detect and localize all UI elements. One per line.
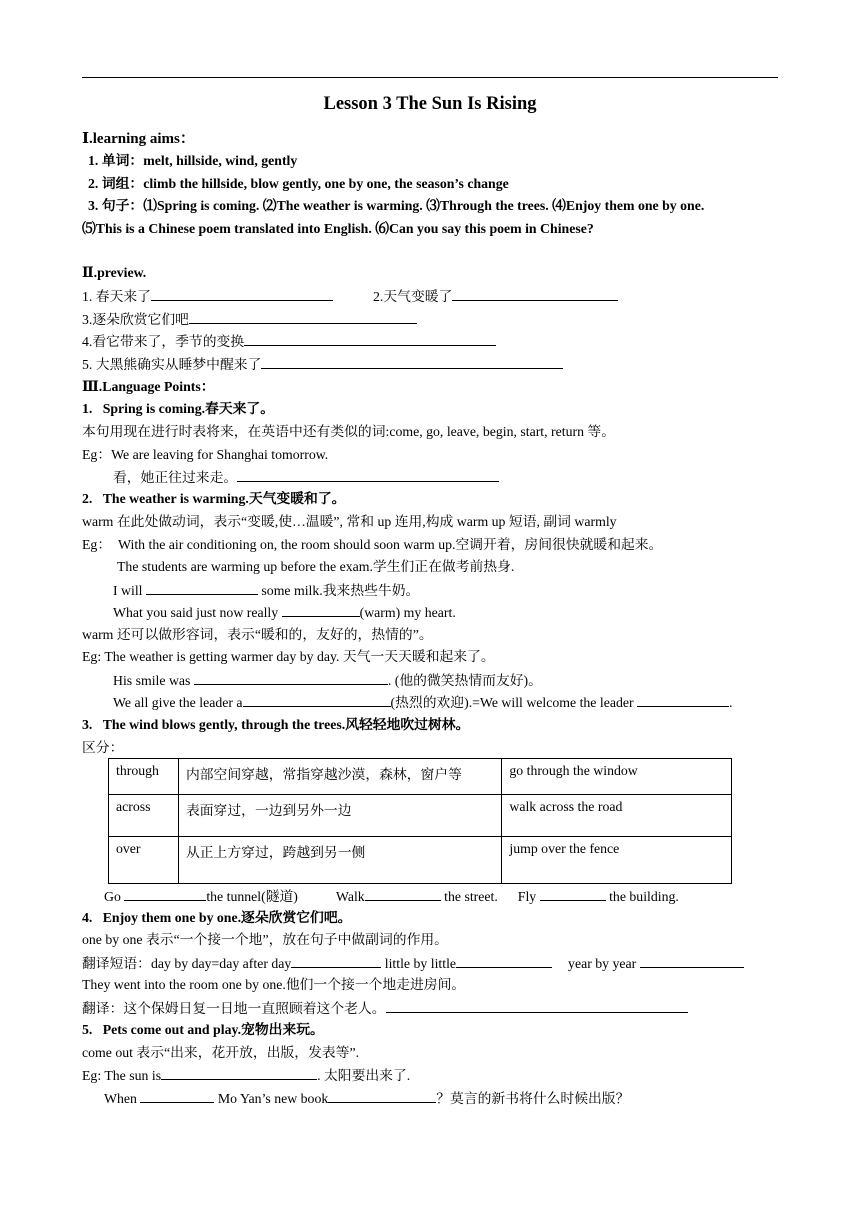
point-4-translate-phrases bbox=[82, 955, 744, 972]
point-3-blank-3[interactable] bbox=[540, 888, 606, 901]
point-4-title: 4. Enjoy them one by one.逐朵欣赏它们吧。 bbox=[82, 910, 352, 925]
point-4-blank-1[interactable] bbox=[291, 955, 381, 968]
point-1-exercise-text: 看，她正往过来走。 bbox=[113, 470, 238, 485]
table-cell: over bbox=[109, 837, 179, 884]
table-row bbox=[109, 795, 732, 837]
point-2-exercise-3-blank[interactable] bbox=[194, 672, 388, 685]
point-3-exercise bbox=[104, 888, 679, 905]
aims-item-1-text: melt, hillside, wind, gently bbox=[143, 153, 298, 168]
point-2-exercise-4-b: (热烈的欢迎).=We will welcome the leader bbox=[390, 695, 634, 710]
point-5-blank-2[interactable] bbox=[140, 1090, 214, 1103]
point-1-title: 1. Spring is coming.春天来了。 bbox=[82, 401, 275, 416]
point-1-example: Eg：We are leaving for Shanghai tomorrow. bbox=[82, 447, 329, 462]
point-3-exercise-c: Walk bbox=[335, 889, 365, 904]
table-cell: across bbox=[109, 795, 179, 837]
aims-item-3-label: 句子： bbox=[101, 198, 144, 213]
point-5-blank-3[interactable] bbox=[328, 1090, 436, 1103]
preview-q3-text: 3.逐朵欣赏它们吧 bbox=[82, 312, 189, 327]
preview-q4-blank[interactable] bbox=[244, 333, 496, 346]
point-3-exercise-b: the tunnel(隧道) bbox=[206, 889, 298, 904]
point-2-exercise-4-a: We all give the leader a bbox=[113, 695, 243, 710]
point-4-phrase-b: little by little bbox=[384, 956, 457, 971]
header-rule bbox=[82, 77, 778, 78]
table-cell: 表面穿过，一边到另外一边 bbox=[178, 795, 501, 837]
table-cell: walk across the road bbox=[502, 795, 732, 837]
aims-item-2 bbox=[88, 176, 509, 192]
aims-item-2-text: climb the hillside, blow gently, one by one, the season’s change bbox=[143, 176, 509, 191]
point-1-exercise-blank[interactable] bbox=[237, 469, 499, 482]
point-5-note: come out 表示“出来，花开放，出版，发表等”. bbox=[82, 1045, 360, 1060]
point-5-exercise-1 bbox=[82, 1067, 410, 1084]
table-cell: jump over the fence bbox=[502, 837, 732, 884]
point-3-exercise-a: Go bbox=[104, 889, 121, 904]
point-4-phrase-a: 翻译短语：day by day=day after day bbox=[82, 956, 292, 971]
point-4-phrase-c: year by year bbox=[568, 956, 637, 971]
preview-q1 bbox=[82, 288, 333, 305]
point-5-exercise-2-c: ？莫言的新书将什么时候出版？ bbox=[436, 1091, 630, 1106]
point-2-note-2: warm 还可以做形容词，表示“暖和的，友好的，热情的”。 bbox=[82, 627, 433, 642]
preview-q5 bbox=[82, 356, 563, 373]
aims-item-3 bbox=[88, 198, 704, 214]
point-3-blank-1[interactable] bbox=[124, 888, 206, 901]
point-3-label: 区分： bbox=[82, 740, 124, 755]
preview-q3 bbox=[82, 311, 417, 328]
preview-q2-blank[interactable] bbox=[452, 288, 618, 301]
point-3-exercise-f: the building. bbox=[609, 889, 679, 904]
point-2-exercise-1-a: I will bbox=[113, 583, 143, 598]
table-cell: through bbox=[109, 759, 179, 795]
point-5-exercise-2-a: When bbox=[104, 1091, 137, 1106]
table-cell: 从正上方穿过，跨越到另一侧 bbox=[178, 837, 501, 884]
point-2-exercise-3-a: His smile was bbox=[113, 673, 191, 688]
point-3-blank-2[interactable] bbox=[365, 888, 441, 901]
point-2-example-1: Eg： With the air conditioning on, the room should soon warm up.空调开着，房间很快就暖和起来。 bbox=[82, 537, 663, 552]
preposition-comparison-table bbox=[108, 758, 732, 884]
point-4-translate bbox=[82, 1000, 688, 1017]
point-5-title: 5. Pets come out and play.宠物出来玩。 bbox=[82, 1022, 324, 1037]
point-4-translate-text: 翻译：这个保姆日复一日地一直照顾着这个老人。 bbox=[82, 1001, 386, 1016]
point-2-exercise-4-blank-1[interactable] bbox=[243, 694, 391, 707]
table-cell: 内部空间穿越，常指穿越沙漠，森林，窗户等 bbox=[178, 759, 501, 795]
point-4-blank-2[interactable] bbox=[456, 955, 552, 968]
point-3-exercise-d: the street. bbox=[444, 889, 498, 904]
point-5-exercise-1-b: . 太阳要出来了. bbox=[317, 1068, 411, 1083]
aims-item-1 bbox=[88, 153, 297, 169]
point-2-example-2: The students are warming up before the exam.学生们正在做考前热身. bbox=[117, 559, 515, 574]
point-1-note: 本句用现在进行时表将来，在英语中还有类似的词:come, go, leave, begin, start, return 等。 bbox=[82, 424, 616, 439]
point-2-exercise-4 bbox=[113, 694, 732, 711]
lesson-title: Lesson 3 The Sun Is Rising bbox=[323, 94, 537, 114]
preview-q5-text: 5. 大黑熊确实从睡梦中醒来了 bbox=[82, 357, 262, 372]
point-2-exercise-4-c: . bbox=[729, 695, 733, 710]
point-4-example: They went into the room one by one.他们一个接一个地走进房间。 bbox=[82, 977, 466, 992]
point-2-title: 2. The weather is warming.天气变暖和了。 bbox=[82, 491, 346, 506]
preview-heading: Ⅱ.preview. bbox=[82, 265, 147, 280]
point-2-exercise-2 bbox=[113, 604, 456, 621]
preview-q2-text: 2.天气变暖了 bbox=[373, 289, 453, 304]
table-row bbox=[109, 837, 732, 884]
point-4-blank-3[interactable] bbox=[640, 955, 744, 968]
point-5-exercise-2-b: Mo Yan’s new book bbox=[217, 1091, 329, 1106]
aims-item-3-num: 3. bbox=[88, 198, 99, 213]
point-2-example-3: Eg: The weather is getting warmer day by day. 天气一天天暖和起来了。 bbox=[82, 649, 495, 664]
aims-item-3-text: ⑴Spring is coming. ⑵The weather is warming. ⑶Through the trees. ⑷Enjoy them one by one. bbox=[143, 198, 705, 213]
aims-item-2-num: 2. bbox=[88, 176, 99, 191]
point-5-exercise-1-a: Eg: The sun is bbox=[82, 1068, 162, 1083]
point-4-note: one by one 表示“一个接一个地”，放在句子中做副词的作用。 bbox=[82, 932, 448, 947]
point-2-exercise-2-blank[interactable] bbox=[282, 604, 360, 617]
table-row bbox=[109, 759, 732, 795]
point-2-exercise-3 bbox=[113, 672, 542, 689]
preview-q4 bbox=[82, 333, 496, 350]
point-2-exercise-1 bbox=[113, 582, 419, 599]
point-5-exercise-2 bbox=[104, 1090, 629, 1107]
table-cell: go through the window bbox=[502, 759, 732, 795]
point-2-exercise-2-a: What you said just now really bbox=[113, 605, 279, 620]
point-1-exercise bbox=[113, 469, 499, 486]
point-3-exercise-e: Fly bbox=[517, 889, 537, 904]
aims-item-1-num: 1. bbox=[88, 153, 99, 168]
point-2-exercise-2-b: (warm) my heart. bbox=[359, 605, 456, 620]
point-3-title: 3. The wind blows gently, through the trees.风轻轻地吹过树林。 bbox=[82, 717, 470, 732]
preview-q3-blank[interactable] bbox=[189, 311, 417, 324]
point-5-blank-1[interactable] bbox=[161, 1067, 317, 1080]
point-2-exercise-3-b: . (他的微笑热情而友好)。 bbox=[387, 673, 542, 688]
preview-q1-text: 1. 春天来了 bbox=[82, 289, 151, 304]
point-2-exercise-1-blank[interactable] bbox=[146, 582, 258, 595]
aims-item-2-label: 词组： bbox=[101, 176, 144, 191]
preview-q1-blank[interactable] bbox=[151, 288, 333, 301]
point-2-note: warm 在此处做动词，表示“变暖,使…温暖”, 常和 up 连用,构成 warm up 短语, 副词 warmly bbox=[82, 514, 617, 529]
points-heading: Ⅲ.Language Points： bbox=[82, 379, 215, 394]
point-2-exercise-4-blank-2[interactable] bbox=[637, 694, 729, 707]
point-2-exercise-1-b: some milk.我来热些牛奶。 bbox=[261, 583, 420, 598]
point-4-translate-blank[interactable] bbox=[386, 1000, 688, 1013]
preview-q5-blank[interactable] bbox=[261, 356, 563, 369]
aims-item-1-label: 单词： bbox=[101, 153, 144, 168]
preview-q2 bbox=[373, 288, 618, 305]
aims-item-3-cont: ⑸This is a Chinese poem translated into English. ⑹Can you say this poem in Chinese? bbox=[82, 221, 594, 236]
preview-q4-text: 4.看它带来了，季节的变换 bbox=[82, 334, 245, 349]
aims-heading: Ⅰ.learning aims： bbox=[82, 131, 195, 147]
